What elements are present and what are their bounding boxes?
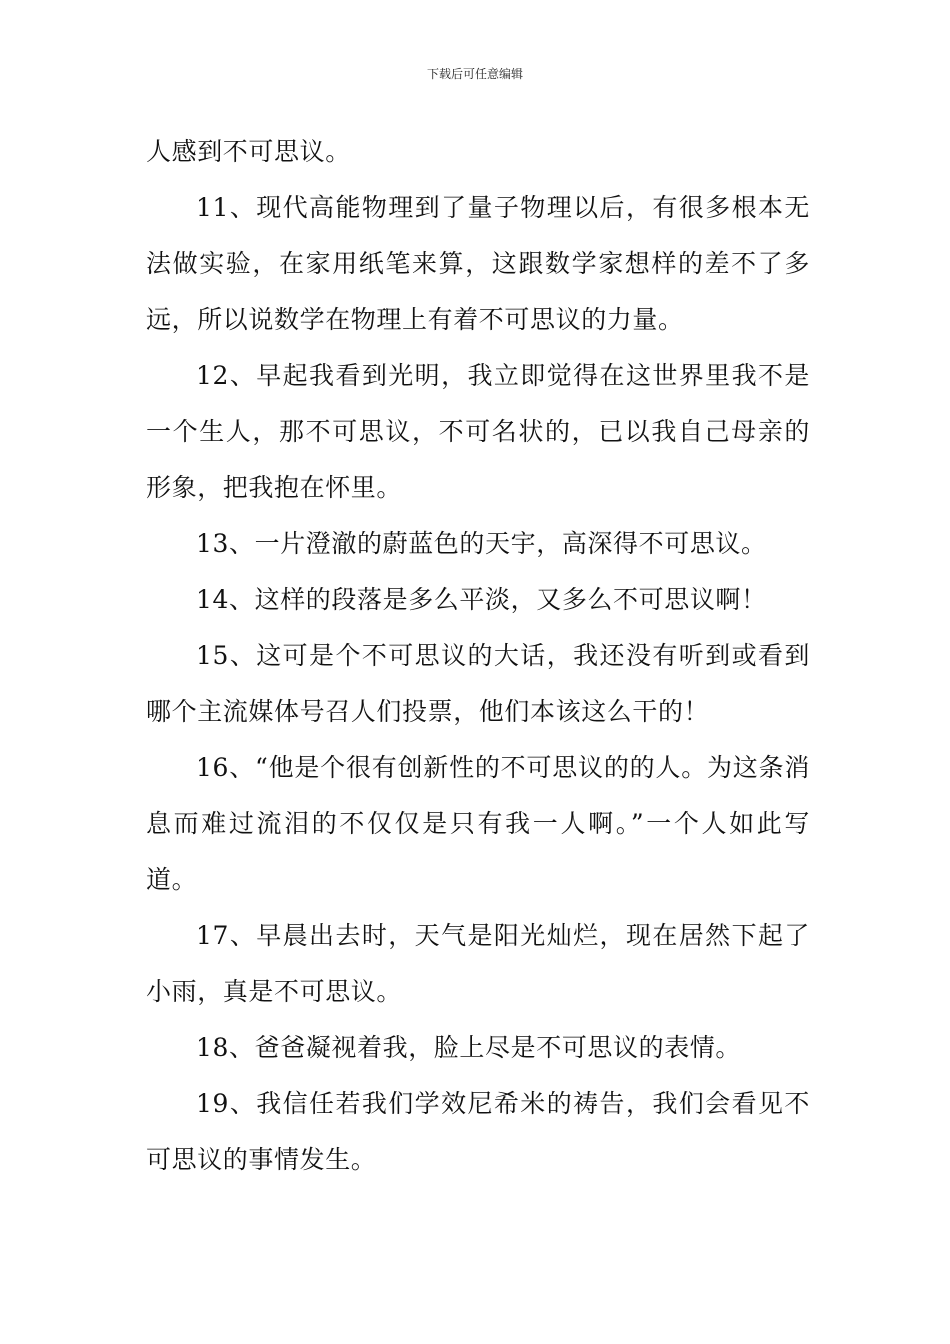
paragraph-19: 19、我信任若我们学效尼希米的祷告，我们会看见不可思议的事情发生。 — [146, 1089, 810, 1174]
paragraph-17: 17、早晨出去时，天气是阳光灿烂，现在居然下起了小雨，真是不可思议。 — [146, 921, 810, 1006]
paragraph-14: 14、这样的段落是多么平淡，又多么不可思议啊！ — [196, 585, 767, 614]
paragraph-11: 11、现代高能物理到了量子物理以后，有很多根本无法做实验，在家用纸笔来算，这跟数学家想样的差不了多远，所以说数学在物理上有着不可思议的力量。 — [146, 193, 810, 334]
paragraph-12: 12、早起我看到光明，我立即觉得在这世界里我不是一个生人，那不可思议，不可名状的，已以我自己母亲的形象，把我抱在怀里。 — [146, 361, 810, 502]
paragraph-18: 18、爸爸凝视着我，脸上尽是不可思议的表情。 — [196, 1033, 742, 1062]
paragraph-16: 16、“他是个很有创新性的不可思议的的人。为这条消息而难过流泪的不仅仅是只有我一人啊。”一个人如此写道。 — [146, 753, 810, 894]
page-header: 下载后可任意编辑 — [426, 67, 523, 81]
paragraph-13: 13、一片澄澈的蔚蓝色的天宇，高深得不可思议。 — [196, 529, 767, 558]
paragraph-continued: 人感到不可思议。 — [146, 137, 351, 166]
document-body — [146, 124, 810, 1188]
paragraph-15: 15、这可是个不可思议的大话，我还没有听到或看到哪个主流媒体号召人们投票，他们本该这么干的！ — [146, 641, 810, 726]
